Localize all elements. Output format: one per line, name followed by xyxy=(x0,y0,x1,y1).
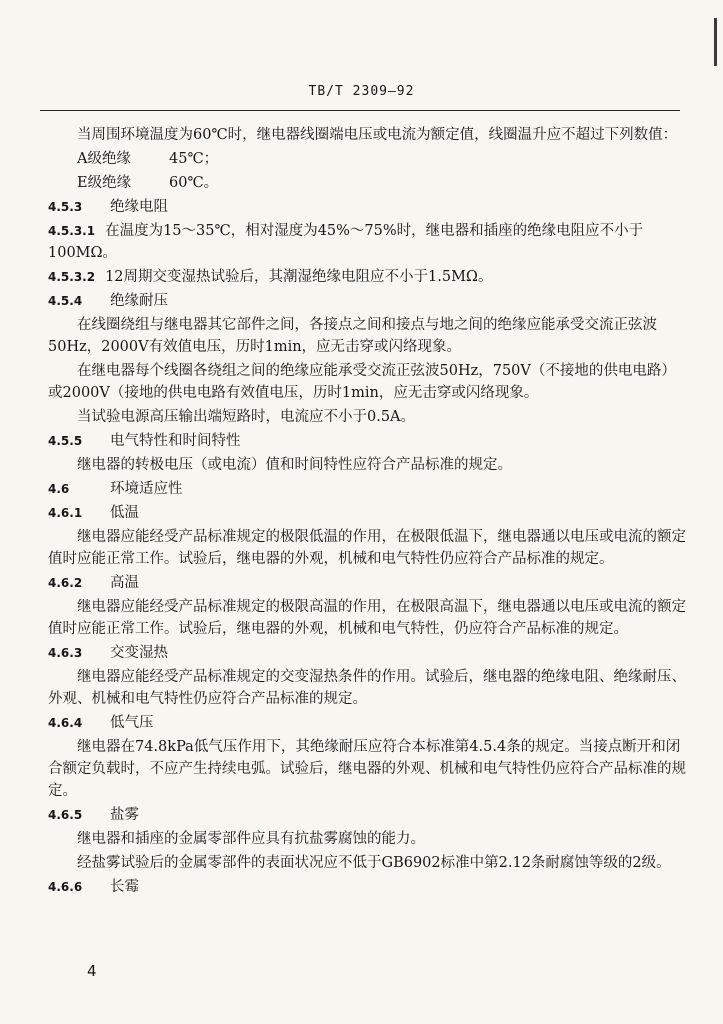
section-number: 4.5.3 xyxy=(48,200,83,214)
header-rule xyxy=(40,110,680,111)
clause xyxy=(48,266,688,288)
paragraph: 当周围环境温度为60℃时，继电器线圈端电压或电流为额定值，线圈温升应不超过下列数值： xyxy=(77,127,678,143)
clause-text: 12周期交变湿热试验后，其潮湿绝缘电阻应不小于1.5MΩ。 xyxy=(105,269,493,285)
paragraph: 当试验电源高压输出端短路时，电流应不小于0.5A。 xyxy=(77,409,416,425)
section-number: 4.6.3 xyxy=(48,646,83,660)
section-number: 4.6 xyxy=(48,482,70,496)
section-heading xyxy=(48,642,688,664)
section-number: 4.6.2 xyxy=(48,576,83,590)
paragraph: 继电器在74.8kPa低气压作用下，其绝缘耐压应符合本标准第4.5.4条的规定。当接点断开和闭合额定负载时，不应产生持续电弧。试验后，继电器的外观、机械和电气特性仍应符合产品标准的规定。 xyxy=(48,739,686,799)
paragraph: 在线圈绕组与继电器其它部件之间，各接点之间和接点与地之间的绝缘应能承受交流正弦波50Hz，2000V有效值电压，历时1min，应无击穿或闪络现象。 xyxy=(48,317,657,355)
section-heading xyxy=(48,804,688,826)
section-number: 4.5.5 xyxy=(48,434,83,448)
paragraph: 继电器的转极电压（或电流）值和时间特性应符合产品标准的规定。 xyxy=(77,457,512,473)
section-heading xyxy=(48,572,688,594)
section-heading xyxy=(48,478,688,500)
section-title: 电气特性和时间特性 xyxy=(110,433,241,449)
section-heading xyxy=(48,876,688,898)
section-heading xyxy=(48,196,688,218)
paragraph: 继电器应能经受产品标准规定的交变湿热条件的作用。试验后，继电器的绝缘电阻、绝缘耐压、外观、机械和电气特性仍应符合产品标准的规定。 xyxy=(48,669,686,707)
section-title: 盐雾 xyxy=(110,807,139,823)
clause xyxy=(48,220,688,264)
insulation-grade-e xyxy=(48,172,688,194)
grade-name: A级绝缘 xyxy=(77,151,131,167)
section-number: 4.5.4 xyxy=(48,294,83,308)
section-title: 高温 xyxy=(110,575,139,591)
clause-text: 在温度为15～35℃，相对湿度为45%～75%时，继电器和插座的绝缘电阻应不小于100MΩ。 xyxy=(48,223,644,261)
section-number: 4.6.5 xyxy=(48,808,83,822)
clause-number: 4.5.3.1 xyxy=(48,224,96,238)
paragraph: 继电器应能经受产品标准规定的极限高温的作用，在极限高温下，继电器通以电压或电流的额定值时应能正常工作。试验后，继电器的外观，机械和电气特性，仍应符合产品标准的规定。 xyxy=(48,599,686,637)
section-heading xyxy=(48,712,688,734)
section-title: 环境适应性 xyxy=(110,481,183,497)
section-title: 低温 xyxy=(110,505,139,521)
section-number: 4.6.1 xyxy=(48,506,83,520)
paragraph: 继电器应能经受产品标准规定的极限低温的作用，在极限低温下，继电器通以电压或电流的额定值时应能正常工作。试验后，继电器的外观，机械和电气特性仍应符合产品标准的规定。 xyxy=(48,529,686,567)
grade-name: E级绝缘 xyxy=(77,175,132,191)
clause-number: 4.5.3.2 xyxy=(48,270,96,284)
grade-value: 60℃。 xyxy=(169,175,219,191)
section-heading xyxy=(48,430,688,452)
paragraph: 继电器和插座的金属零部件应具有抗盐雾腐蚀的能力。 xyxy=(77,831,425,847)
section-number: 4.6.6 xyxy=(48,880,83,894)
section-heading xyxy=(48,502,688,524)
section-title: 交变湿热 xyxy=(110,645,168,661)
paragraph: 在继电器每个线圈各绕组之间的绝缘应能承受交流正弦波50Hz，750V（不接地的供电电路）或2000V（接地的供电电路有效值电压，历时1min，应无击穿或闪络现象。 xyxy=(48,363,676,401)
page-header: TB/T 2309—92 xyxy=(308,84,415,99)
section-heading xyxy=(48,290,688,312)
section-title: 长霉 xyxy=(110,879,139,895)
section-title: 低气压 xyxy=(110,715,154,731)
section-title: 绝缘电阻 xyxy=(110,199,168,215)
insulation-grade-a xyxy=(48,148,688,170)
paragraph: 经盐雾试验后的金属零部件的表面状况应不低于GB6902标准中第2.12条耐腐蚀等级的2级。 xyxy=(77,855,671,871)
document-body xyxy=(48,124,688,900)
scan-edge-mark xyxy=(714,18,717,66)
section-number: 4.6.4 xyxy=(48,716,83,730)
page-number: 4 xyxy=(87,962,97,980)
section-title: 绝缘耐压 xyxy=(110,293,168,309)
grade-value: 45℃； xyxy=(169,151,219,167)
